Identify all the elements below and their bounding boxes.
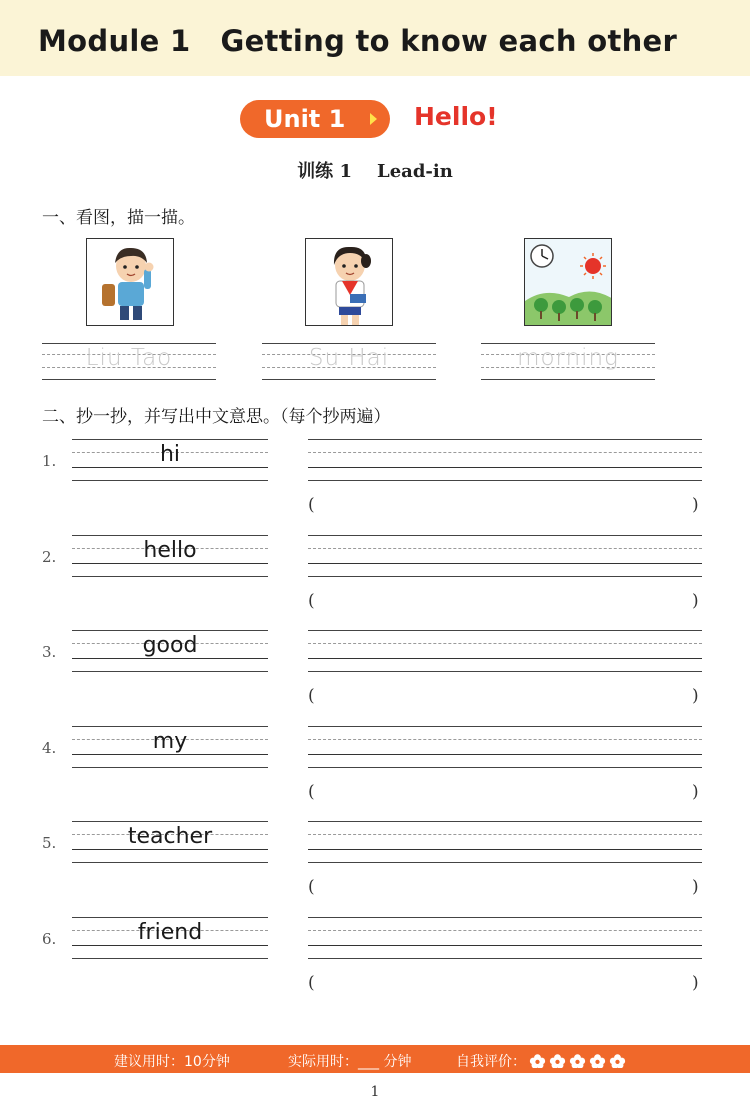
- meaning-paren-open: (: [308, 686, 315, 706]
- meaning-paren-open: (: [308, 782, 315, 802]
- module-label: Module 1: [38, 24, 191, 58]
- unit-label: Unit 1: [264, 105, 346, 133]
- section1-title: 一、看图，描一描。: [42, 208, 195, 228]
- chinese-meaning-blank[interactable]: [322, 875, 688, 899]
- copy-model-lines: [72, 726, 268, 770]
- model-word: friend: [137, 920, 203, 945]
- copy-writing-lines[interactable]: [308, 439, 702, 483]
- item-number: 4.: [42, 739, 57, 757]
- item-number: 6.: [42, 930, 57, 948]
- flower-icon[interactable]: [529, 1054, 546, 1068]
- footer-band: [0, 1045, 750, 1073]
- clock-sun-and-trees-icon: [524, 238, 612, 326]
- lesson-title: 训练 1 Lead-in: [297, 161, 453, 182]
- self-evaluation-label: 自我评价：: [456, 1054, 526, 1070]
- chinese-meaning-blank[interactable]: [322, 780, 688, 804]
- item-number: 1.: [42, 452, 57, 470]
- copy-writing-lines[interactable]: [308, 821, 702, 865]
- copy-model-lines: [72, 630, 268, 674]
- model-word: good: [142, 633, 198, 658]
- meaning-paren-open: (: [308, 973, 315, 993]
- copy-model-lines: [72, 821, 268, 865]
- copy-writing-lines[interactable]: [308, 726, 702, 770]
- arrow-right-icon: [370, 113, 377, 125]
- module-title-text: Getting to know each other: [220, 24, 678, 58]
- copy-writing-lines[interactable]: [308, 630, 702, 674]
- chinese-meaning-blank[interactable]: [322, 589, 688, 613]
- copy-model-lines: [72, 917, 268, 961]
- module-title: [38, 24, 677, 58]
- meaning-paren-open: (: [308, 591, 315, 611]
- model-word: hello: [143, 538, 197, 563]
- self-evaluation: [456, 1051, 626, 1071]
- item-number: 3.: [42, 643, 57, 661]
- rating-flowers: [526, 1054, 626, 1070]
- copy-model-lines: [72, 535, 268, 579]
- meaning-paren-close: ): [692, 877, 699, 897]
- item-number: 2.: [42, 548, 57, 566]
- flower-icon[interactable]: [569, 1054, 586, 1068]
- girl-with-red-scarf-holding-book-icon: [305, 238, 393, 326]
- boy-with-backpack-waving-icon: [86, 238, 174, 326]
- copy-writing-lines[interactable]: [308, 917, 702, 961]
- meaning-paren-close: ): [692, 591, 699, 611]
- chinese-meaning-blank[interactable]: [322, 971, 688, 995]
- copy-model-lines: [72, 439, 268, 483]
- meaning-paren-open: (: [308, 877, 315, 897]
- unit-badge: [240, 100, 390, 138]
- meaning-paren-close: ): [692, 686, 699, 706]
- model-word: hi: [159, 442, 181, 467]
- meaning-paren-close: ): [692, 782, 699, 802]
- meaning-paren-close: ): [692, 973, 699, 993]
- model-word: teacher: [127, 824, 213, 849]
- unit-name: Hello!: [414, 102, 498, 131]
- trace-writing-line-3[interactable]: [481, 339, 655, 383]
- chinese-meaning-blank[interactable]: [322, 684, 688, 708]
- section2-title: 二、抄一抄，并写出中文意思。（每个抄两遍）: [42, 407, 391, 427]
- flower-icon[interactable]: [549, 1054, 566, 1068]
- meaning-paren-open: (: [308, 495, 315, 515]
- suggested-time: 建议用时：10分钟: [114, 1054, 230, 1070]
- chinese-meaning-blank[interactable]: [322, 493, 688, 517]
- trace-word: morning: [517, 345, 619, 371]
- flower-icon[interactable]: [589, 1054, 606, 1068]
- meaning-paren-close: ): [692, 495, 699, 515]
- item-number: 5.: [42, 834, 57, 852]
- model-word: my: [152, 729, 188, 754]
- trace-writing-line-1[interactable]: [42, 339, 216, 383]
- copy-writing-lines[interactable]: [308, 535, 702, 579]
- page-number: 1: [370, 1084, 380, 1100]
- trace-word: Liu Tao: [85, 345, 173, 371]
- actual-time: 实际用时：___ 分钟: [288, 1054, 412, 1070]
- trace-word: Su Hai: [308, 345, 390, 371]
- flower-icon[interactable]: [609, 1054, 626, 1068]
- trace-writing-line-2[interactable]: [262, 339, 436, 383]
